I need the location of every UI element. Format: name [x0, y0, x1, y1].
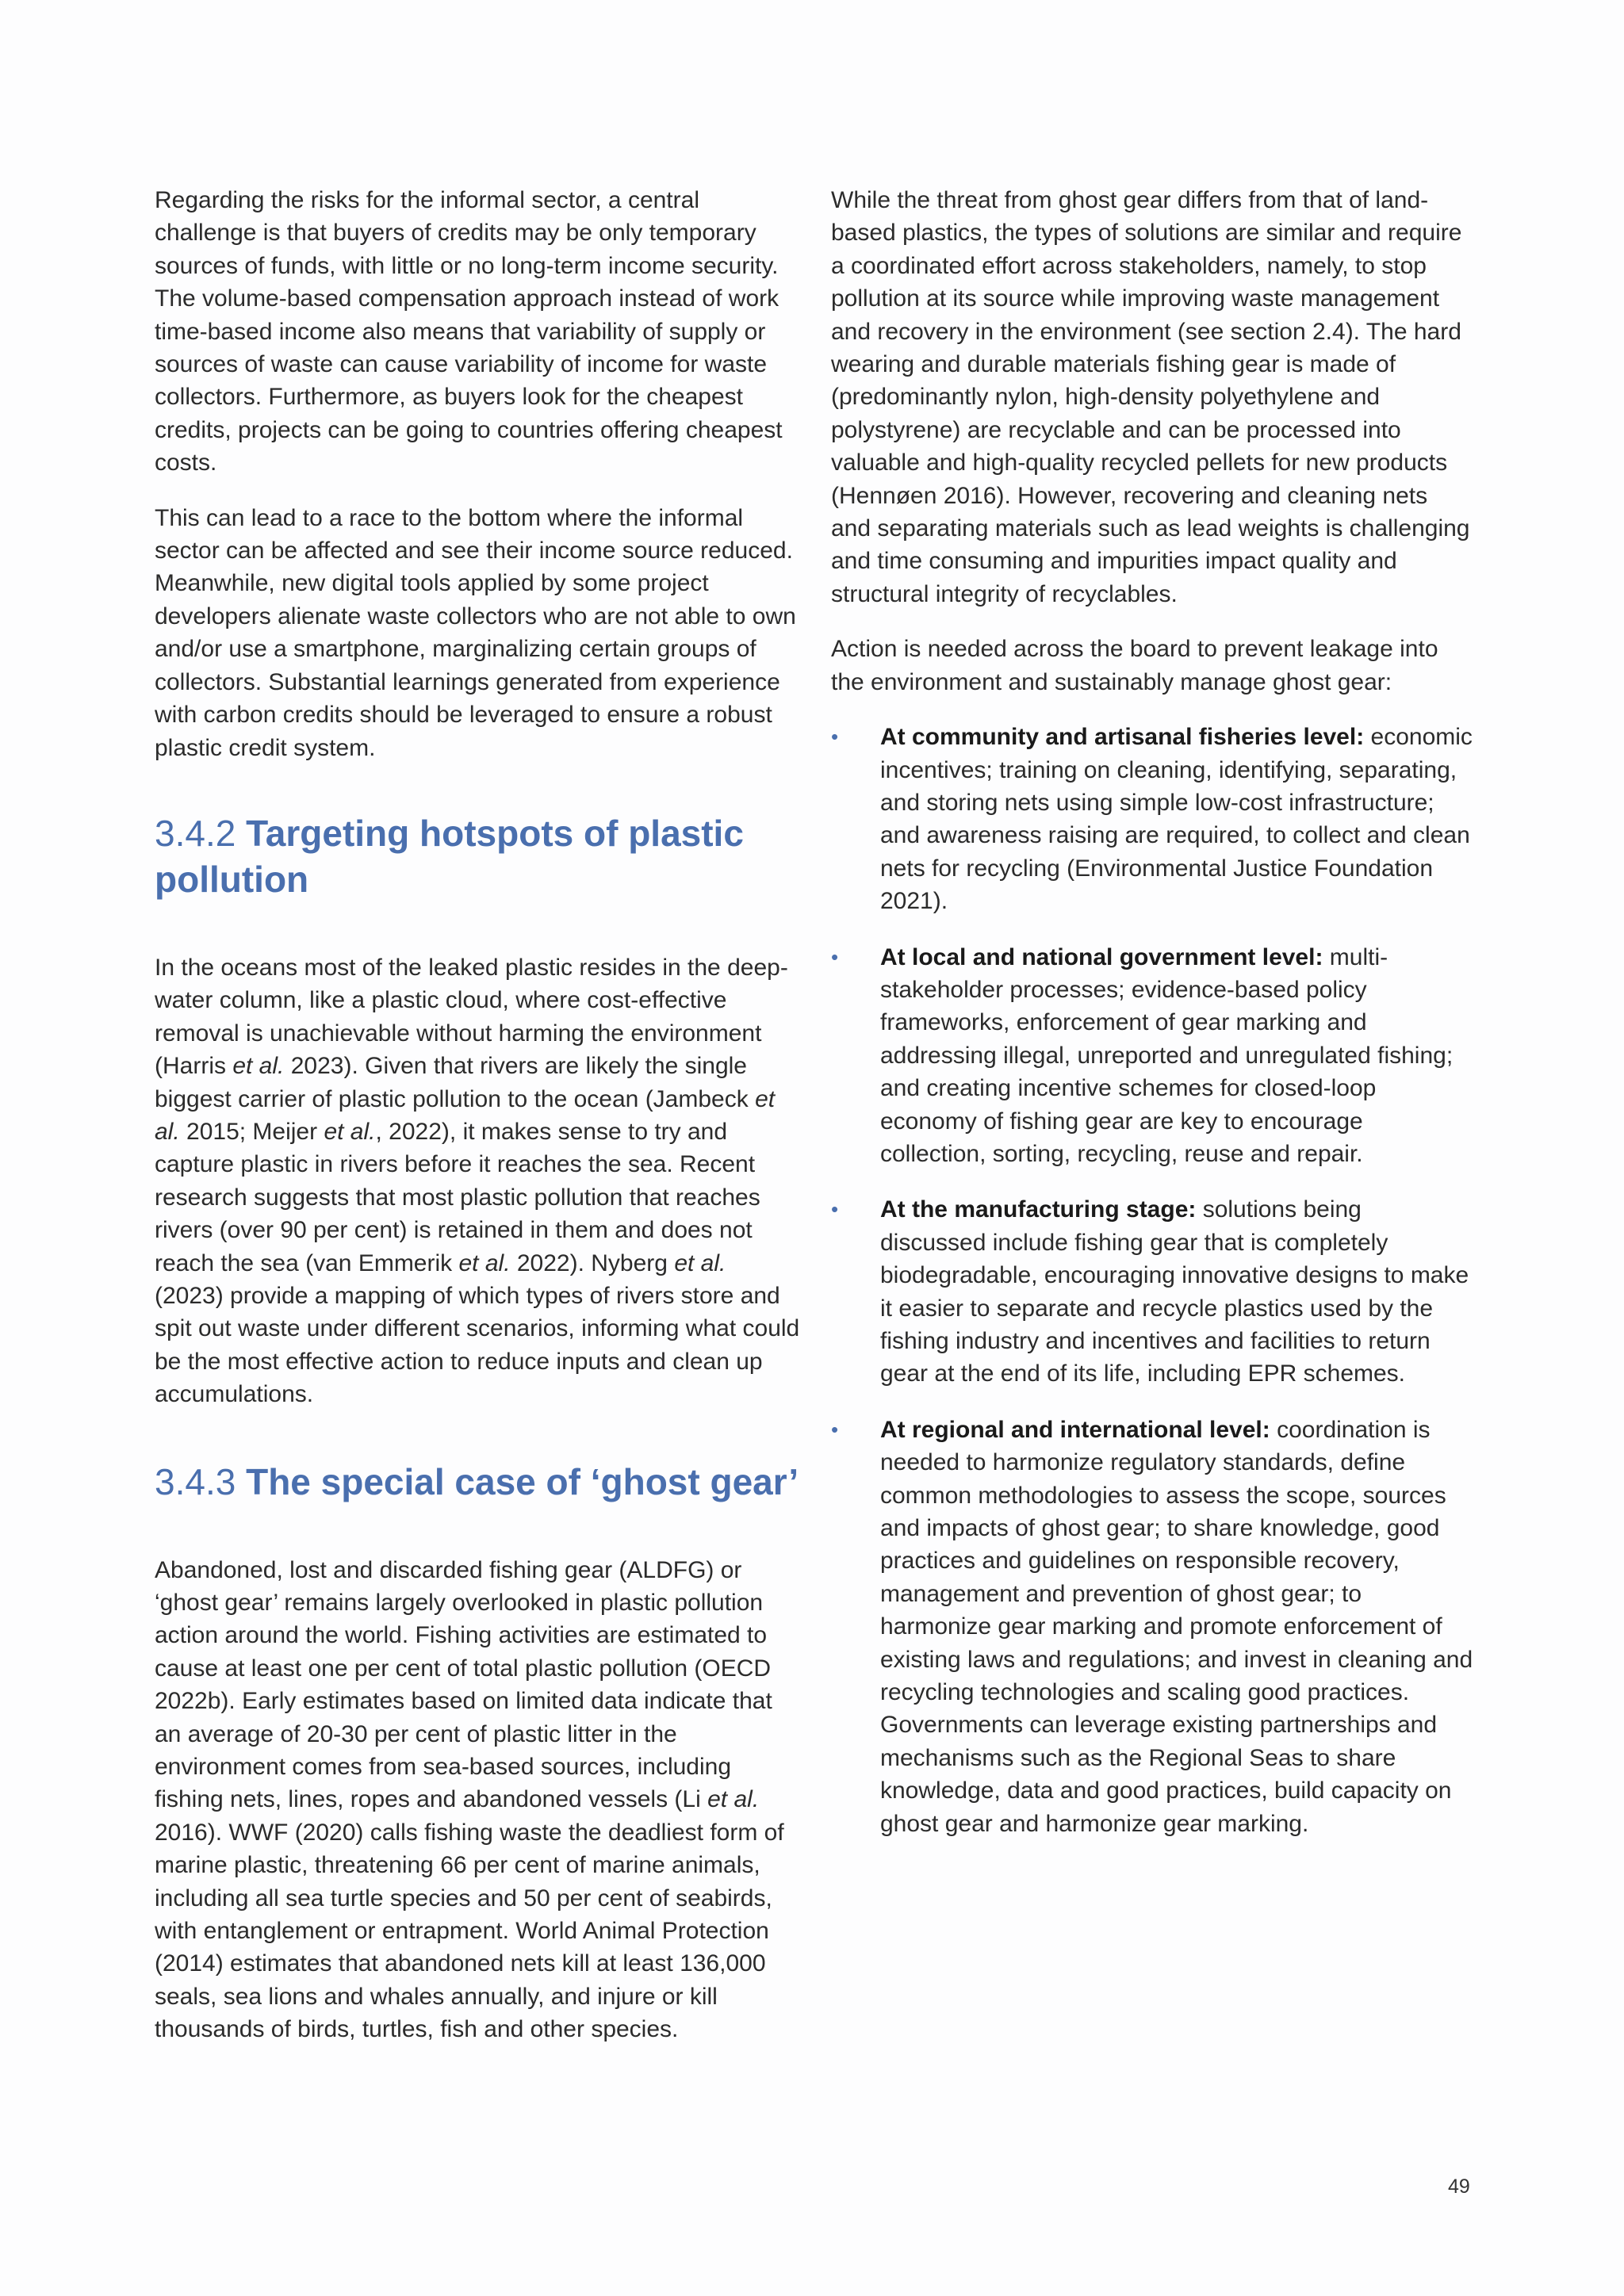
list-item — [831, 721, 1473, 917]
list-item — [831, 941, 1473, 1171]
list-item — [831, 1193, 1473, 1390]
action-list — [831, 721, 1473, 1840]
paragraph-informal-sector-risks: Regarding the risks for the informal sector, a central challenge is that buyers of credits may be only temporary sources of funds, with little or no long-term income security. The volume-based compensation approach instead of work time-based income also means that variability of supply or sources of waste can cause variability of income for waste collectors. Furthermore, as buyers look for the cheapest credits, projects can be going to countries offering cheapest costs. — [155, 187, 783, 476]
list-item-text: solutions being discussed include fishing gear that is completely biodegradable, encouraging innovative designs to make it easier to separate and recycle plastics used by the fishing industry and incentives and facilities to return gear at the end of its life, including EPR schemes. — [880, 1196, 1469, 1387]
heading-number: 3.4.3 — [155, 1460, 247, 1502]
paragraph-ghost-gear: Abandoned, lost and discarded fishing gear (ALDFG) or ‘ghost gear’ remains largely overlooked in plastic pollution action around the world. Fishing activities are estimated to cause at least one per cent of total plastic pollution (OECD 2022b). Early estimates based on limited data indicate that an average of 20-30 per cent of plastic litter in the environment comes from sea-based sources, including fishing nets, lines, ropes and abandoned vessels (Li et al. 2016). WWF (2020) calls fishing waste the deadliest form of marine plastic, threatening 66 per cent of marine animals, including all sea turtle species and 50 per cent of seabirds, with entanglement or entrapment. World Animal Protection (2014) estimates that abandoned nets kill at least 136,000 seals, sea lions and whales annually, and injure or kill thousands of birds, turtles, fish and other species. — [155, 1556, 784, 2043]
paragraph-action-needed: Action is needed across the board to prevent leakage into the environment and sustainably manage ghost gear: — [831, 636, 1438, 695]
list-item-label: At community and artisanal fisheries level: — [880, 724, 1365, 751]
bullet-icon: • — [831, 1417, 839, 1441]
list-item-text: coordination is needed to harmonize regulatory standards, define common methodologies to assess the scope, sources and impacts of ghost gear; to share knowledge, good practices and guidelines on responsible recovery, management and prevention of ghost gear; to harmonize gear marking and promote enforcement of existing laws and regulations; and invest in cleaning and recycling technologies and scaling good practices. Governments can leverage existing partnerships and mechanisms such as the Regional Seas to share knowledge, data and good practices, build capacity on ghost gear and harmonize gear marking. — [880, 1416, 1473, 1837]
list-item — [831, 1414, 1473, 1840]
list-item-label: At local and national government level: — [880, 943, 1323, 970]
heading-3-4-3 — [155, 1459, 801, 1505]
heading-3-4-2 — [155, 810, 801, 902]
paragraph-hotspots: In the oceans most of the leaked plastic resides in the deep-water column, like a plastic cloud, where cost-effective removal is unachievable without harming the environment (Harris et al. 2023). Given that rivers are likely the single biggest carrier of plastic pollution to the ocean (Jambeck et al. 2015; Meijer et al., 2022), it makes sense to try and capture plastic in rivers before it reaches the sea. Recent research suggests that most plastic pollution that reaches rivers (over 90 per cent) is retained in them and does not reach the sea (van Emmerik et al. 2022). Nyberg et al. (2023) provide a mapping of which types of rivers store and spit out waste under different scenarios, informing what could be the most effective action to reduce inputs and clean up accumulations. — [155, 954, 800, 1408]
heading-title: The special case of ‘ghost gear’ — [246, 1460, 799, 1502]
list-item-text: economic incentives; training on cleaning, identifying, separating, and storing nets using simple low-cost infrastructure; and awareness raising are required, to collect and clean nets for recycling (Environmental Justice Foundation 2021). — [880, 724, 1473, 915]
list-item-text: multi-stakeholder processes; evidence-based policy frameworks, enforcement of gear marking and addressing illegal, unreported and unregulated fishing; and creating incentive schemes for closed-loop economy of fishing gear are key to encourage collection, sorting, recycling, reuse and repair. — [880, 943, 1454, 1167]
paragraph-ghost-gear-solutions: While the threat from ghost gear differs from that of land-based plastics, the types of solutions are similar and require a coordinated effort across stakeholders, namely, to stop pollution at its source while improving waste management and recovery in the environment (see section 2.4). The hard wearing and durable materials fishing gear is made of (predominantly nylon, high-density polyethylene and polystyrene) are recyclable and can be processed into valuable and high-quality recycled pellets for new products (Hennøen 2016). However, recovering and cleaning nets and separating materials such as lead weights is challenging and time consuming and impurities impact quality and structural integrity of recyclables. — [831, 187, 1470, 607]
right-column — [831, 184, 1473, 1863]
heading-number: 3.4.2 — [155, 812, 247, 854]
bullet-icon: • — [831, 725, 839, 749]
left-column — [155, 184, 801, 2068]
page-number: 49 — [1448, 2175, 1470, 2198]
heading-title: Targeting hotspots of plastic pollution — [155, 812, 744, 900]
list-item-label: At regional and international level: — [880, 1416, 1270, 1443]
bullet-icon: • — [831, 1197, 839, 1222]
paragraph-race-to-bottom: This can lead to a race to the bottom where the informal sector can be affected and see their income source reduced. Meanwhile, new digital tools applied by some project developers alienate waste collectors who are not able to own and/or use a smartphone, marginalizing certain groups of collectors. Substantial learnings generated from experience with carbon credits should be leveraged to ensure a robust plastic credit system. — [155, 504, 796, 761]
bullet-icon: • — [831, 944, 839, 969]
list-item-label: At the manufacturing stage: — [880, 1196, 1197, 1223]
